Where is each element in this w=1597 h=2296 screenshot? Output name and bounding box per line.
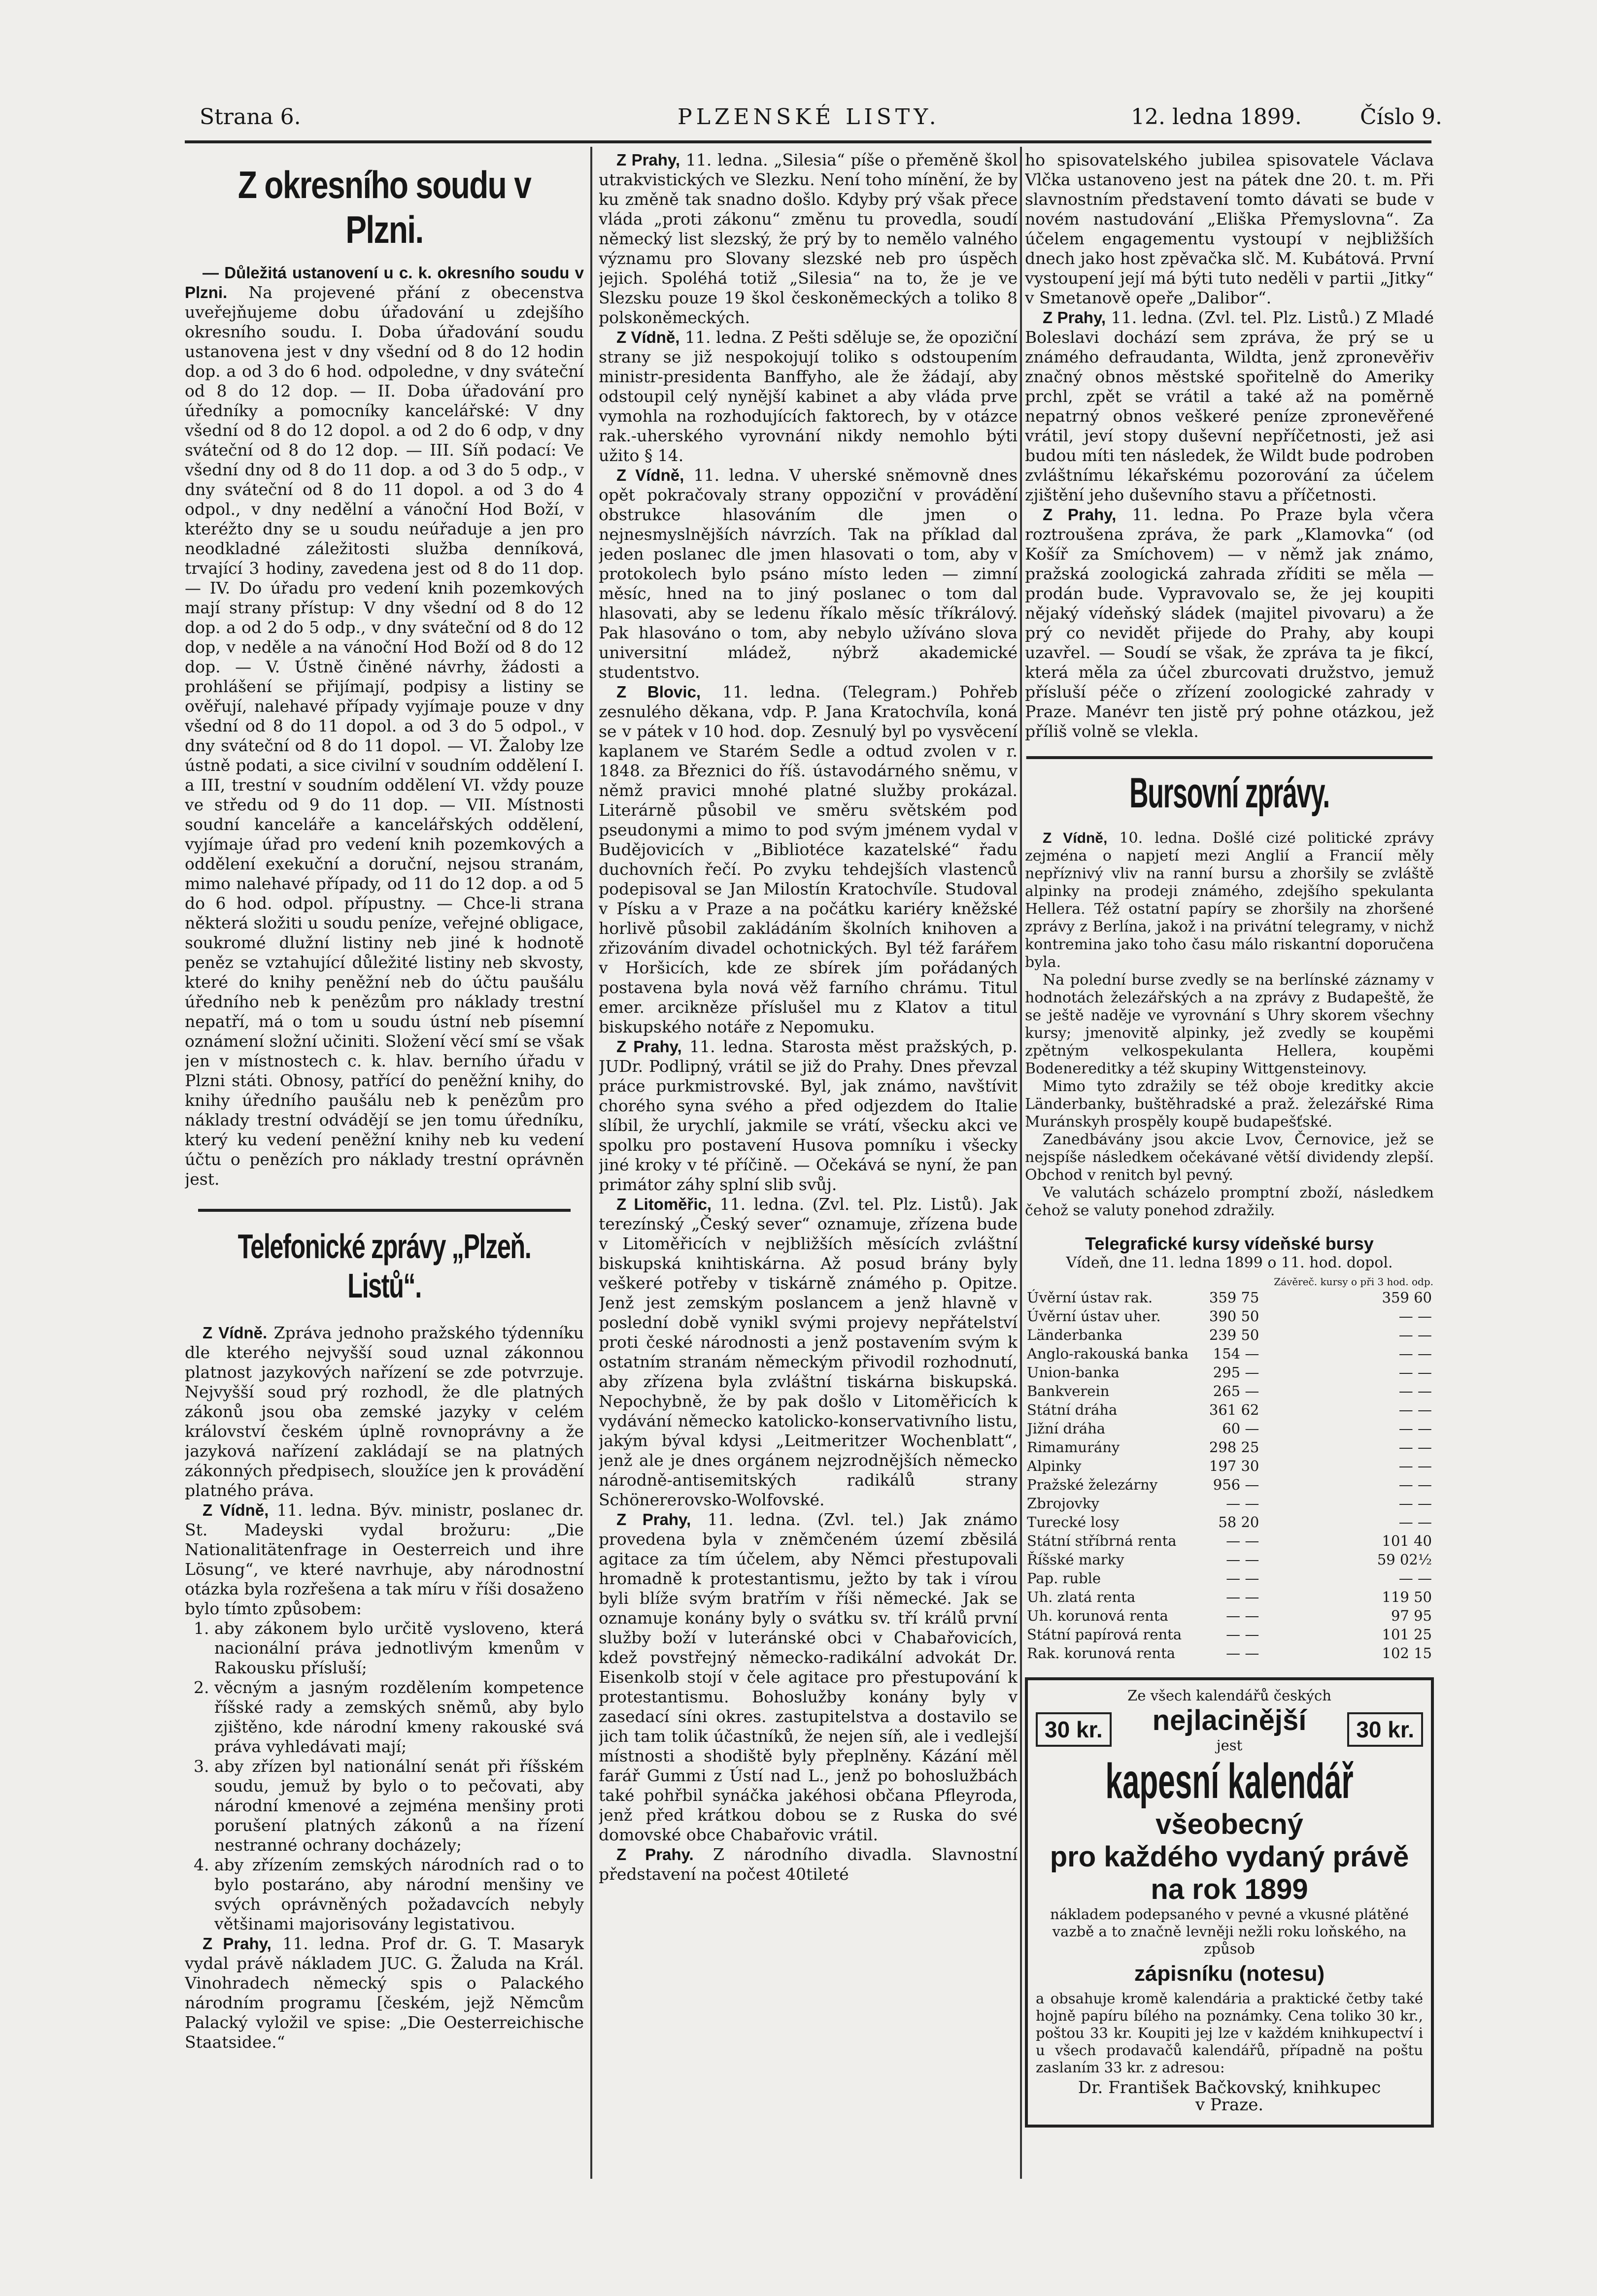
stock-name: Státní dráha [1027, 1401, 1118, 1418]
table-row [1025, 1475, 1434, 1494]
list-item: 4. aby zřízením zemských národních rad o to bylo postaráno, aby národní menšiny ve svých oprávněných požadavcích nebyly většinami majorisovány legistativou. [214, 1855, 584, 1934]
article-paragraph [599, 466, 1018, 682]
table-row [1025, 1606, 1434, 1625]
article-paragraph: Na polední burse zvedly se na berlínské záznamy v hodnotách železářských a na zprávy z Budapeště, že se ještě naděje ve vyrovnání s Uhry skorem všechny kursy; jmenovitě alpinky, jež zvedly se koupěmi zpětným velkospekulanta Hellera, koupěmi Bodenereditky a též skupiny Wittgensteinovy. [1025, 971, 1434, 1077]
stock-value: — — [1226, 1570, 1259, 1587]
article-text: 11. ledna. Býv. ministr, poslanec dr. St. Madeyski vydal brožuru: „Die Nationalitätenfrage in Oesterreich und ihre Lösung“, ve které navrhuje, aby národnostní otázka byla rozřešena a tak míru v říši dosaženo bylo tímto způsobem: [185, 1500, 584, 1618]
stock-value: 197 30 [1209, 1458, 1259, 1474]
stock-closing-value: — — [1398, 1401, 1432, 1418]
newspaper-title: PLZENSKÉ LISTY. [678, 104, 940, 130]
stock-value: 359 75 [1209, 1289, 1259, 1306]
ad-city: v Praze. [1195, 2095, 1264, 2115]
list-item: 1. aby zákonem bylo určitě vysloveno, která nacionální práva jednotlivým kmenům v Rakousku přísluší; [214, 1619, 584, 1678]
article-lead: Z Prahy, [616, 151, 680, 169]
article-paragraph [599, 328, 1018, 466]
table-row [1025, 1513, 1434, 1531]
stock-closing-value: — — [1398, 1383, 1432, 1399]
stock-closing-value: — — [1398, 1495, 1432, 1512]
stock-name: Union-banka [1027, 1364, 1120, 1381]
article-text: 11. ledna. Po Praze byla včera roztroušena zpráva, že park „Klamovka“ (od Košíř za Smíchovem) — v němž jak známo, pražská zoologická zahrada zříditi se měla — prodán bude. Vypravovalo se, že jej koupiti nějaký vídeňský sládek (majitel pivovaru) a že prý co nevidět přijede do Prahy, aby koupi uzavřel. — Soudí se však, že zpráva ta je fikcí, která měla za účel zburcovati družstvo, jemuž přísluší péče o zřízení zoologické zahrady v Praze. Manévr ten jistě prý pohne otázkou, jež příliš volně se vlekla. [1025, 505, 1434, 741]
article-paragraph: Zanedbávány jsou akcie Lvov, Černovice, jež se nejspíše následkem očekávané větší dividendy zlepší. Obchod v renitch byl pevný. [1025, 1131, 1434, 1184]
table-row [1025, 1363, 1434, 1382]
article-lead: Z Prahy, [1043, 505, 1117, 524]
stock-value: 390 50 [1209, 1308, 1259, 1325]
article-paragraph [599, 1037, 1018, 1195]
article-text: Zpráva jednoho pražského týdenníku dle kterého nejvyšší soud uznal zákonnou platnost jazykových nařízení se zde potvrzuje. Nejvyšší soud prý rozhodl, že dle platných zákonů jsou oba zemské jazyky v celém království českém úplně rovnoprávny a že jazyková nařízení zakládají se na platných zákonných předpisech, sloužíce jen k provádění platného práva. [185, 1323, 584, 1500]
stock-name: Říšské marky [1027, 1551, 1124, 1568]
stock-closing-value: 101 40 [1382, 1532, 1432, 1549]
table-row [1025, 1625, 1434, 1644]
table-row [1025, 1419, 1434, 1438]
table-row [1025, 1288, 1434, 1307]
stock-closing-value: — — [1398, 1308, 1432, 1325]
stock-value: — — [1226, 1495, 1259, 1512]
table-row [1025, 1644, 1434, 1663]
table-row [1025, 1400, 1434, 1419]
column-1 [185, 148, 584, 2052]
article-text: 11. ledna. V uherské sněmovně dnes opět pokračovaly strany oppoziční v provádění obstrukce hlasováním dle jmen o nejnesmyslnějších návrzích. Tak na příklad dal jeden poslanec dle jmen hlasovati o tom, aby v protokolech bylo psáno místo leden — zimní měsíc, hned na to jiný poslanec o tom dal hlasovati, aby se ledenu říkalo měsíc tříkrálový. Pak hlasováno o tom, aby nebylo užíváno slova universitní mládež, nýbrž akademické studentstvo. [599, 466, 1018, 682]
stock-name: Uh. zlatá renta [1027, 1589, 1136, 1605]
article-paragraph [599, 1510, 1018, 1845]
stock-value: — — [1226, 1551, 1259, 1568]
stock-value: — — [1226, 1626, 1259, 1643]
stock-closing-value: 101 25 [1382, 1626, 1432, 1643]
stock-value: 60 — [1222, 1420, 1259, 1437]
stock-closing-value: — — [1398, 1345, 1432, 1362]
stock-value: — — [1226, 1645, 1259, 1662]
header-rule [185, 140, 1431, 143]
article-text: 11. ledna. Starosta měst pražských, p. JUDr. Podlipný, vrátil se již do Prahy. Dnes převzal práce purkmistrovské. Byl, jak známo, navštívit chorého syna svého a před odjezdem do Italie slíbil, že urychlí, jakmile se vrátí, všecku akci ve spolku pro postavení Husova pomníku i všecky jiné kroky v té příčině. — Očekává se nyní, že pan primátor záhy splní slib svůj. [599, 1037, 1018, 1194]
article-paragraph [599, 1845, 1018, 1884]
column-divider [1020, 147, 1022, 2179]
stock-closing-value: — — [1398, 1364, 1432, 1381]
ad-year: na rok 1899 [1151, 1873, 1308, 1905]
stock-value: 154 — [1213, 1345, 1259, 1362]
article-text: 11. ledna. (Zvl. tel.) Jak známo provedena byla v zněmčeném území zběsilá agitace za tím účelem, aby Němci přestupovali hromadně k protestantismu, ježto by tak i vírou byli blíže svým bratřím v říši německé. Jak se oznamuje konány byly o svátku sv. tří králů první služby boží v luteránské obci v Chabařovicích, kdež povstřejný německo-radikální advokát Dr. Eisenkolb stojí v čele agitace pro přestupování k protestantismu. Bohoslužby konány byly v zasedací síni okres. zastupitelstva a dostavilo se jich tam tolik účastníků, že nejen síň, ale i vedlejší místnosti a shodiště byly přeplněny. Kázání měl farář Gummi z Ústí nad L., jenž po bohoslužbách také pohřbil synáčka jakéhosi občana Pfleyroda, jenž před krátkou dobou se z Ruska do své domovské obce Chabařovic vrátil. [599, 1510, 1018, 1844]
table-row [1025, 1307, 1434, 1326]
column-divider [590, 147, 592, 2179]
article-lead: Z Prahy. [616, 1845, 694, 1863]
article-lead: Z Litoměřic, [616, 1195, 712, 1213]
article-lead: Z Prahy, [1043, 308, 1106, 327]
stock-closing-value: — — [1398, 1514, 1432, 1531]
article-text: 11. ledna. „Silesia“ píše o přeměně škol utrakvistických ve Slezku. Není toho mínění, že by ku změně tak snadno došlo. Kdyby prý však přece vláda „proti zákonu“ změnu tu provedla, soudí německý list slezský, že prý by to nemělo valného významu pro Slovany slezské neb pro úspěch jejich. Spoléhá totiž „Silesia“ na to, že je ve Slezsku pouze 19 škol českoněmeckých a toliko 8 polskoněmeckých. [599, 150, 1018, 327]
article-lead: Z Vídně, [1043, 830, 1108, 846]
stock-value: 265 — [1213, 1383, 1259, 1399]
stock-closing-value: — — [1398, 1458, 1432, 1474]
article-lead: Z Prahy, [616, 1037, 682, 1056]
article-lead: Z Vídně, [616, 466, 684, 484]
stock-value: 956 — [1213, 1476, 1259, 1493]
stock-closing-value: 119 50 [1382, 1589, 1432, 1605]
proposal-list [185, 1619, 584, 1934]
article-text: 11. ledna. Z Pešti sděluje se, že opoziční strany se již nespokojují toliko s odstoupením ministr-presidenta Banffyho, ale že žádají, aby odstoupil celý nynější kabinet a aby vláda prve vymohla na rozhodujících faktorech, by v otázce rak.-uherského vyrovnání nikdy nemohlo býti užito § 14. [599, 328, 1018, 465]
article-paragraph [1025, 830, 1434, 971]
stock-name: Jižní dráha [1027, 1420, 1106, 1437]
stock-name: Pražské železárny [1027, 1476, 1158, 1493]
stock-value: 361 62 [1209, 1401, 1259, 1418]
calendar-advertisement [1025, 1677, 1434, 2128]
article-paragraph [185, 1500, 584, 1619]
ad-jest: jest [1216, 1737, 1243, 1754]
stock-name: Úvěrní ústav uher. [1027, 1308, 1161, 1325]
table-row [1025, 1344, 1434, 1363]
column-3 [1025, 150, 1434, 2128]
issue-date: 12. ledna 1899. [1131, 104, 1302, 130]
ad-for-everyone: pro každého vydaný právě [1050, 1841, 1409, 1873]
article-paragraph [1025, 308, 1434, 505]
ad-headline: kapesní kalendář [1105, 1754, 1354, 1809]
stock-closing-value: — — [1398, 1476, 1432, 1493]
article-lead: Z Vídně. [203, 1324, 268, 1342]
column-2 [599, 150, 1018, 1884]
ad-general: všeobecný [1155, 1808, 1303, 1840]
article-lead: — Důležitá ustanovení u c. k. okresního soudu v Plzni. [185, 264, 584, 301]
article-text: 11. ledna. (Telegram.) Pohřeb zesnulého děkana, vdp. P. Jana Kratochvíla, koná se v pátek v 10 hod. dop. Zesnulý byl po vysvěcení kaplanem ve Starém Sedle a odtud zvolen v r. 1848. za Březnici do říš. ústavodárného sněmu, v němž pravici mnohé platné služby prokázal. Literárně působil ve směru světském pod pseudonymi a mimo to pod svým jménem vydal v Budějovicích v „Bibliotéce kazatelské“ řadu duchovních řečí. Po zvyku tehdejších vlastenců podepisoval se Jan Milostín Kratochvíle. Studoval v Písku a v Praze a na počátku kariéry kněžské horlivě působil zakládáním školních knihoven a zřizováním divadel ochotnických. Byl též farářem v Horšicích, kde ze sbírek jím pořádaných postavena byla nová věž farního chrámu. Titul emer. arcikněze příslušel mu z Klatov a titul biskupského notáře z Nepomuku. [599, 682, 1018, 1036]
stock-value: 239 50 [1209, 1327, 1259, 1343]
ad-text: a obsahuje kromě kalendária a praktické četby také hojně papíru bílého na poznámky. Cena toliko 30 kr., poštou 33 kr. Koupiti jej lze v každém knihkupectví i u všech prodavačů kalendářů, případně na poštu zaslaním 33 kr. z adresou: [1036, 1990, 1423, 2076]
table-row [1025, 1550, 1434, 1569]
article-lead: Z Prahy, [203, 1934, 272, 1953]
stock-name: Státní stříbrná renta [1027, 1532, 1177, 1549]
article-lead: Z Prahy, [616, 1510, 691, 1529]
table-row [1025, 1569, 1434, 1588]
page-header [200, 104, 1442, 134]
stock-name: Rak. korunová renta [1027, 1645, 1176, 1662]
stock-name: Rimamurány [1027, 1439, 1120, 1456]
ad-notebook: zápisníku (notesu) [1134, 1962, 1325, 1986]
table-row [1025, 1326, 1434, 1344]
stock-closing-value: 97 95 [1391, 1607, 1432, 1624]
article-paragraph [185, 263, 584, 1189]
ad-top-line: Ze všech kalendářů českých [1127, 1687, 1331, 1704]
article-lead: Z Blovic, [616, 683, 701, 701]
table-row [1025, 1438, 1434, 1457]
table-row [1025, 1382, 1434, 1400]
stock-name: Länderbanka [1027, 1327, 1123, 1343]
article-paragraph: Mimo tyto zdražily se též oboje kreditky akcie Länderbanky, buštěhradské a praž. železářské Rima Muránskyh prospěly koupě budapešťské. [1025, 1078, 1434, 1131]
article-paragraph [599, 682, 1018, 1037]
ad-price-right: 30 kr. [1347, 1712, 1423, 1747]
stock-name: Alpinky [1027, 1458, 1082, 1474]
section-title-stock: Bursovní zprávy. [1026, 756, 1433, 818]
stock-table-subtitle: Vídeň, dne 11. ledna 1899 o 11. hod. dopol. [1066, 1254, 1393, 1271]
ad-price-left: 30 kr. [1036, 1712, 1112, 1747]
article-text: Z národního divadla. Slavnostní představení na počest 40tileté [599, 1845, 1018, 1884]
stock-name: Pap. ruble [1027, 1570, 1101, 1587]
article-paragraph [599, 1195, 1018, 1510]
stock-table-title: Telegrafické kursy vídeňské bursy [1085, 1233, 1374, 1254]
ad-signature: Dr. František Bačkovský, knihkupec [1078, 2078, 1381, 2097]
stock-closing-value: — — [1398, 1439, 1432, 1456]
stock-closing-value: — — [1398, 1327, 1432, 1343]
stock-closing-value: 359 60 [1382, 1289, 1432, 1306]
stock-name: Bankverein [1027, 1383, 1110, 1399]
stock-name: Zbrojovky [1027, 1495, 1099, 1512]
stock-value: — — [1226, 1589, 1259, 1605]
section-title-court: Z okresního soudu v Plzni. [238, 163, 531, 251]
stock-value: — — [1226, 1607, 1259, 1624]
stock-value: 295 — [1213, 1364, 1259, 1381]
ad-cheapest: nejlacinější [1152, 1704, 1307, 1736]
table-column-header: Závěreč. kursy o při 3 hod. odp. [1274, 1276, 1433, 1288]
stock-name: Uh. korunová renta [1027, 1607, 1168, 1624]
page-number: Strana 6. [200, 104, 301, 130]
article-text: 10. ledna. Došlé cizé politické zprávy zejména o napjetí mezi Anglií a Francií měly nepříznivý vliv na ranní bursu a zhoršily se zvláště alpinky na prodeji známého, zdejšího spekulanta Hellera. Též ostatní papíry se zhoršily na zhoršené zprávy z Berlína, jakož i na privátní telegramy, v nichž kontremina jako toho času málo riskantní doporučena byla. [1025, 830, 1434, 971]
stock-value: — — [1226, 1532, 1259, 1549]
article-paragraph [599, 150, 1018, 328]
stock-value: 58 20 [1218, 1514, 1259, 1531]
table-row [1025, 1494, 1434, 1513]
stock-name: Úvěrní ústav rak. [1027, 1289, 1153, 1306]
article-text: 11. ledna. (Zvl. tel. Plz. Listů.) Z Mladé Boleslavi dochází sem zpráva, že prý se u známého defraudanta, Wildta, jenž zpronevěřiv značný obnos městské spořitelně do Ameriky prchl, zpět se vrátil a také až na poměrně nepatrný obnos veškeré peníze zpronevěřené vrátil, jeví stopy duševní nepříčetnosti, jež asi budou míti ten následek, že Wildt bude podroben zvláštnímu lékařskému pozorování za účelem zjištění jeho duševního stavu a příčetnosti. [1025, 308, 1434, 504]
stock-name: Anglo-rakouská banka [1027, 1345, 1189, 1362]
article-text: Na projevené přání z obecenstva uveřejňujeme dobu úřadování u zdejšího okresního soudu. I. Doba úřadování soudu ustanovena jest v dny všední od 8 do 12 hodin dop. a od 3 do 6 hod. odpoledne, v dny sváteční od 8 do 12 dop. — II. Doba úřadování pro úředníky a pomocníky kancelářské: V dny všední od 8 do 12 dopol. a od 2 do 6 odp, v dny sváteční od 8 do 12 dop. — III. Síň podací: Ve všední dny od 8 do 11 dop. a od 3 do 5 odp., v dny sváteční od 8 do 11 dopol. a od 3 do 4 odpol., v dny nedělní a vánoční Hod Boží, v kteréžto dny se u soudu neúřaduje a jen pro neodkladné záležitosti služba denníková, trvající 3 hodiny, zavedena jest od 8 do 11 dop. — IV. Do úřadu pro vedení knih pozemkových mají strany přístup: V dny všední od 8 do 12 dop. a od 2 do 5 odp., v dny sváteční od 8 do 12 dop, v neděle a na vánoční Hod Boží od 8 do 12 dop. — V. Ústně činěné návrhy, žádosti a prohlášení se přijímají, podpisy a listiny se ověřují, nalehavé případy vyjímaje pouze v dny všední od 8 do 11 dopol. a od 3 do 5 odpol., v dny sváteční od 8 do 11 dopol. — VI. Žaloby lze ústně podati, a sice civilní v soudním oddělení I. a III, trestní v soudním oddělení VI. vždy pouze ve středu od 9 do 11 dop. — VII. Místnosti soudní kanceláře a kancelářských oddělení, vyjímaje úřad pro vedení knih pozemkových a oddělení exekuční a doruční, nejsou stranám, mimo nalehavé případy, od 11 do 12 dop. a od 5 do 6 hod. odpol. přípustny. — Chce-li strana některá složiti u soudu peníze, veřejné obligace, soukromé dlužní listiny neb jiné k hodnotě peněz se vztahující důležité listiny neb skvosty, které do knihy peněžní neb do účtu paušálu úředního neb k penězům pro náklady trestní nepatří, má o tom u soudu ústní neb písemní oznámení složní učiniti. Složení věcí smí se však jen v místnostech c. k. hlav. berního úřadu v Plzni státi. Obnosy, patřící do peněžní knihy, do knihy úředního paušálu neb k penězům pro náklady trestní odvádějí se jen tomu úředníku, který ku vedení peněžní knihy neb ku vedení účtu o penězích pro náklady trestní oprávněn jest. [185, 283, 584, 1189]
stock-name: Turecké losy [1027, 1514, 1120, 1531]
stock-table [1025, 1275, 1434, 1663]
article-text: 11. ledna. (Zvl. tel. Plz. Listů). Jak terezínský „Český sever“ oznamuje, zřízena bude v Litoměřicích v nejbližších měsících zvláštní biskupská knihtiskárna. Až posud brány byly veškeré potřeby v tiskárně známého p. Opitze. Jenž jest zemským poslancem a jenž hlavně v poslední době vynikl svými projevy nepřátelství proti české národnosti a jenž postavením svým k ostatním stranám německým přivodil rozhodnutí, aby zřízena byla zvláštní tiskárna biskupská. Nepochybně, že by pak došlo v Litoměřicích k vydávání německo katolicko-konservativního listu, jakým býval kdysi „Leitmeritzer Wochenblatt“, jenž ale je dnes orgánem nejzrodnějších německo národně-antisemitských radikálů strany Schönererovsko-Wolfovské. [599, 1195, 1018, 1509]
table-row [1025, 1588, 1434, 1606]
table-row [1025, 1457, 1434, 1475]
issue-number: Číslo 9. [1360, 104, 1442, 130]
section-title-telephone: Telefonické zprávy „Plzeň. Listů“. [198, 1209, 571, 1305]
article-lead: Z Vídně, [616, 328, 680, 346]
article-paragraph [185, 1934, 584, 2052]
article-paragraph: ho spisovatelského jubilea spisovatele Václava Vlčka ustanoveno jest na pátek dne 20. t. m. Při slavnostním představení tomto dávati se bude v novém nastudování „Eliška Přemyslovna“. Za účelem engagementu vystoupí v nejbližších dnech jako host zpěvačka slč. M. Kubátová. První vystoupení její má býti tuto neděli v partii „Jitky“ v Smetanově opeře „Dalibor“. [1025, 150, 1434, 307]
stock-value: 298 25 [1209, 1439, 1259, 1456]
article-paragraph [185, 1323, 584, 1500]
list-item: 2. věcným a jasným rozdělením kompetence říšské rady a zemských sněmů, aby bylo zjištěno, kde národní kmeny rakouské svá práva vyhledávati mají; [214, 1678, 584, 1757]
table-row [1025, 1531, 1434, 1550]
stock-closing-value: — — [1398, 1570, 1432, 1587]
article-paragraph: Ve valutách scházelo promptní zboží, následkem čehož se valuty ponehod zdražily. [1025, 1184, 1434, 1219]
stock-closing-value: — — [1398, 1420, 1432, 1437]
stock-closing-value: 59 02½ [1377, 1551, 1432, 1568]
list-item: 3. aby zřízen byl nationální senát při říšském soudu, jemuž by bylo o to pečovati, aby národní kmenové a zejména menšiny proti porušení platných zákonů a na řízení nestranné ochrany docházely; [214, 1757, 584, 1855]
article-lead: Z Vídně, [203, 1501, 269, 1519]
ad-text: nákladem podepsaného v pevné a vkusné plátěné vazbě a to značně levněji nežli roku loňského, na způsob [1050, 1906, 1409, 1957]
stock-name: Státní papírová renta [1027, 1626, 1182, 1643]
article-paragraph [1025, 505, 1434, 741]
stock-closing-value: 102 15 [1382, 1645, 1432, 1662]
article-text: 11. ledna. Prof dr. G. T. Masaryk vydal právě nákladem JUC. G. Žaluda na Král. Vinohradech německý spis o Palackého národním programu [českém, jejž Němcům Palacký vyložil ve spise: „Die Oesterreichische Staatsidee.“ [185, 1934, 584, 2052]
